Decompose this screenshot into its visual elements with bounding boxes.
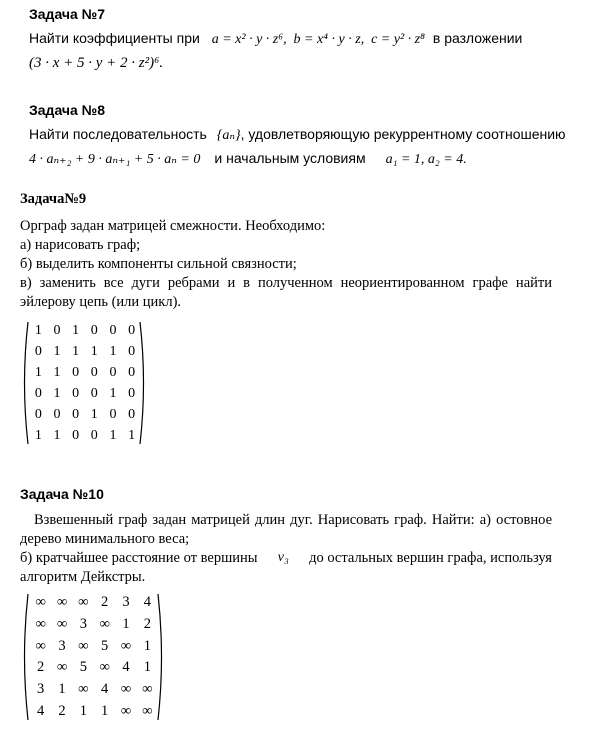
task10-line-0: Взвешенный граф задан матрицей длин дуг. Нарисовать граф. Найти: а) остовное <box>34 512 552 528</box>
matrix-cell: ∞ <box>35 594 46 611</box>
matrix-cell: 0 <box>90 364 98 380</box>
matrix-cell: ∞ <box>78 637 89 654</box>
matrix-cell: 1 <box>53 385 61 401</box>
matrix-cell: ∞ <box>142 680 153 697</box>
matrix-cell: 0 <box>90 427 98 443</box>
matrix-cell: 1 <box>143 659 151 676</box>
matrix-row <box>30 592 158 614</box>
matrix-cell: 0 <box>72 427 80 443</box>
matrix-cell: 1 <box>90 406 98 422</box>
matrix-cell: 0 <box>90 385 98 401</box>
matrix-cell: 4 <box>37 702 45 719</box>
task8-initial-values: a₁ = 1, a₂ = 4. <box>385 152 467 167</box>
matrix-cell: 2 <box>101 594 109 611</box>
task8-line1 <box>29 126 566 144</box>
matrix-cell: 2 <box>58 702 66 719</box>
task8-initial-label: и начальным условиям <box>214 150 366 166</box>
matrix-cell: ∞ <box>35 637 46 654</box>
task8-sequence: {aₙ} <box>216 128 241 143</box>
matrix-cell: 4 <box>122 659 130 676</box>
matrix-cell: 1 <box>58 680 66 697</box>
matrix-cell: 3 <box>58 637 66 654</box>
matrix-cell: 1 <box>53 427 61 443</box>
matrix-row <box>29 404 141 425</box>
task7-text-before: Найти коэффициенты при <box>29 30 200 46</box>
matrix-cell: 4 <box>101 680 109 697</box>
matrix-cell: 1 <box>101 702 109 719</box>
task8-heading: Задача №8 <box>29 102 106 118</box>
matrix-cell: 1 <box>72 322 80 338</box>
matrix-cell: 0 <box>53 322 61 338</box>
matrix-cell: 1 <box>143 637 151 654</box>
matrix-row <box>30 657 158 679</box>
matrix-cell: 0 <box>53 406 61 422</box>
matrix-row <box>29 362 141 383</box>
matrix-cell: ∞ <box>56 594 68 611</box>
matrix-cell: ∞ <box>99 659 110 676</box>
task9-line-4: эйлерову цепь (или цикл). <box>20 294 182 310</box>
task8-line2 <box>29 150 467 168</box>
task7-expr-b: b = x⁴ · y · z <box>293 32 361 47</box>
matrix-cell: ∞ <box>56 615 68 632</box>
matrix-cell: 1 <box>34 322 42 338</box>
matrix-cell: 0 <box>72 364 80 380</box>
task10-vertex: v₃ <box>277 550 289 565</box>
task9-line-0: Орграф задан матрицей смежности. Необходимо: <box>20 218 326 234</box>
matrix-cell: 2 <box>37 659 45 676</box>
matrix-row <box>29 425 141 446</box>
matrix-cell: 0 <box>109 406 117 422</box>
matrix-cell: 1 <box>79 702 87 719</box>
matrix-cell: ∞ <box>120 637 132 654</box>
matrix-cell: ∞ <box>56 659 68 676</box>
matrix-cell: 0 <box>72 385 80 401</box>
matrix-cell: 1 <box>122 615 130 632</box>
matrix-cell: 1 <box>72 343 80 359</box>
task8-recurrence: 4 · aₙ₊₂ + 9 · aₙ₊₁ + 5 · aₙ = 0 <box>29 152 201 167</box>
matrix-cell: 1 <box>34 427 42 443</box>
matrix-cell: 0 <box>90 322 98 338</box>
task10-heading: Задача №10 <box>20 486 104 502</box>
task7-expr-a: a = x² · y · z⁶ <box>211 32 284 47</box>
matrix-cell: 0 <box>128 364 136 380</box>
task10-line-2b: до остальных вершин графа, используя <box>309 550 552 566</box>
matrix-cell: 0 <box>34 406 42 422</box>
task8-text-before: Найти последовательность <box>29 126 207 142</box>
matrix-row <box>30 700 158 722</box>
matrix-row <box>30 635 158 657</box>
matrix-cell: 1 <box>109 343 117 359</box>
matrix-cell: 0 <box>109 322 117 338</box>
matrix-cell: 1 <box>128 427 136 443</box>
matrix-cell: 0 <box>72 406 80 422</box>
task10-line-4: алгоритм Дейкстры. <box>20 569 146 585</box>
matrix-cell: 0 <box>128 322 136 338</box>
matrix-cell: ∞ <box>120 680 132 697</box>
matrix-row <box>29 383 141 404</box>
matrix-row <box>29 320 141 341</box>
matrix-cell: 0 <box>109 364 117 380</box>
matrix-cell: ∞ <box>120 702 132 719</box>
task9-line-1: а) нарисовать граф; <box>20 237 141 253</box>
matrix-cell: ∞ <box>99 615 110 632</box>
matrix-cell: ∞ <box>142 702 153 719</box>
matrix-cell: 1 <box>53 364 61 380</box>
adjacency-matrix-table <box>29 320 141 446</box>
matrix-cell: 5 <box>79 659 87 676</box>
weight-matrix <box>20 592 166 722</box>
matrix-cell: 3 <box>37 680 45 697</box>
matrix-cell: 0 <box>34 385 42 401</box>
matrix-cell: 0 <box>34 343 42 359</box>
matrix-cell: ∞ <box>35 615 46 632</box>
matrix-cell: 1 <box>53 343 61 359</box>
task8-text-after: , удовлетворяющую рекуррентному соотношению <box>240 126 566 142</box>
matrix-cell: 4 <box>143 594 151 611</box>
matrix-cell: 2 <box>143 615 151 632</box>
matrix-row <box>29 341 141 362</box>
task7-expr-c: c = y² · z⁸ <box>371 32 425 47</box>
matrix-cell: 3 <box>79 615 87 632</box>
adjacency-matrix <box>20 320 148 446</box>
task10-line-2 <box>20 550 552 567</box>
matrix-cell: 0 <box>128 406 136 422</box>
matrix-cell: 5 <box>101 637 109 654</box>
task10-line-1: дерево минимального веса; <box>20 531 190 547</box>
matrix-cell: 1 <box>34 364 42 380</box>
weight-matrix-table <box>30 592 158 722</box>
task7-line1: Найти коэффициенты при a = x² · y · z⁶, b = x⁴ · y · z, c = y² · z⁸ в разложении <box>29 30 523 47</box>
task9-line-2: б) выделить компоненты сильной связности; <box>20 256 297 272</box>
matrix-cell: 1 <box>109 427 117 443</box>
matrix-row <box>30 614 158 636</box>
matrix-cell: 0 <box>128 343 136 359</box>
matrix-cell: 1 <box>109 385 117 401</box>
task7-expansion: (3 · x + 5 · y + 2 · z²)⁶. <box>29 55 164 71</box>
task7-heading: Задача №7 <box>29 6 106 22</box>
matrix-row <box>30 679 158 701</box>
matrix-cell: 0 <box>128 385 136 401</box>
task9-line-3: в) заменить все дуги ребрами и в полученном неориентированном графе найти <box>20 275 552 291</box>
task9-heading: Задача№9 <box>20 191 87 207</box>
task7-text-after: в разложении <box>432 30 523 46</box>
task10-line-2a: б) кратчайшее расстояние от вершины <box>20 550 258 566</box>
matrix-cell: ∞ <box>78 680 89 697</box>
matrix-cell: 1 <box>90 343 98 359</box>
matrix-cell: ∞ <box>78 594 89 611</box>
matrix-cell: 3 <box>122 594 130 611</box>
